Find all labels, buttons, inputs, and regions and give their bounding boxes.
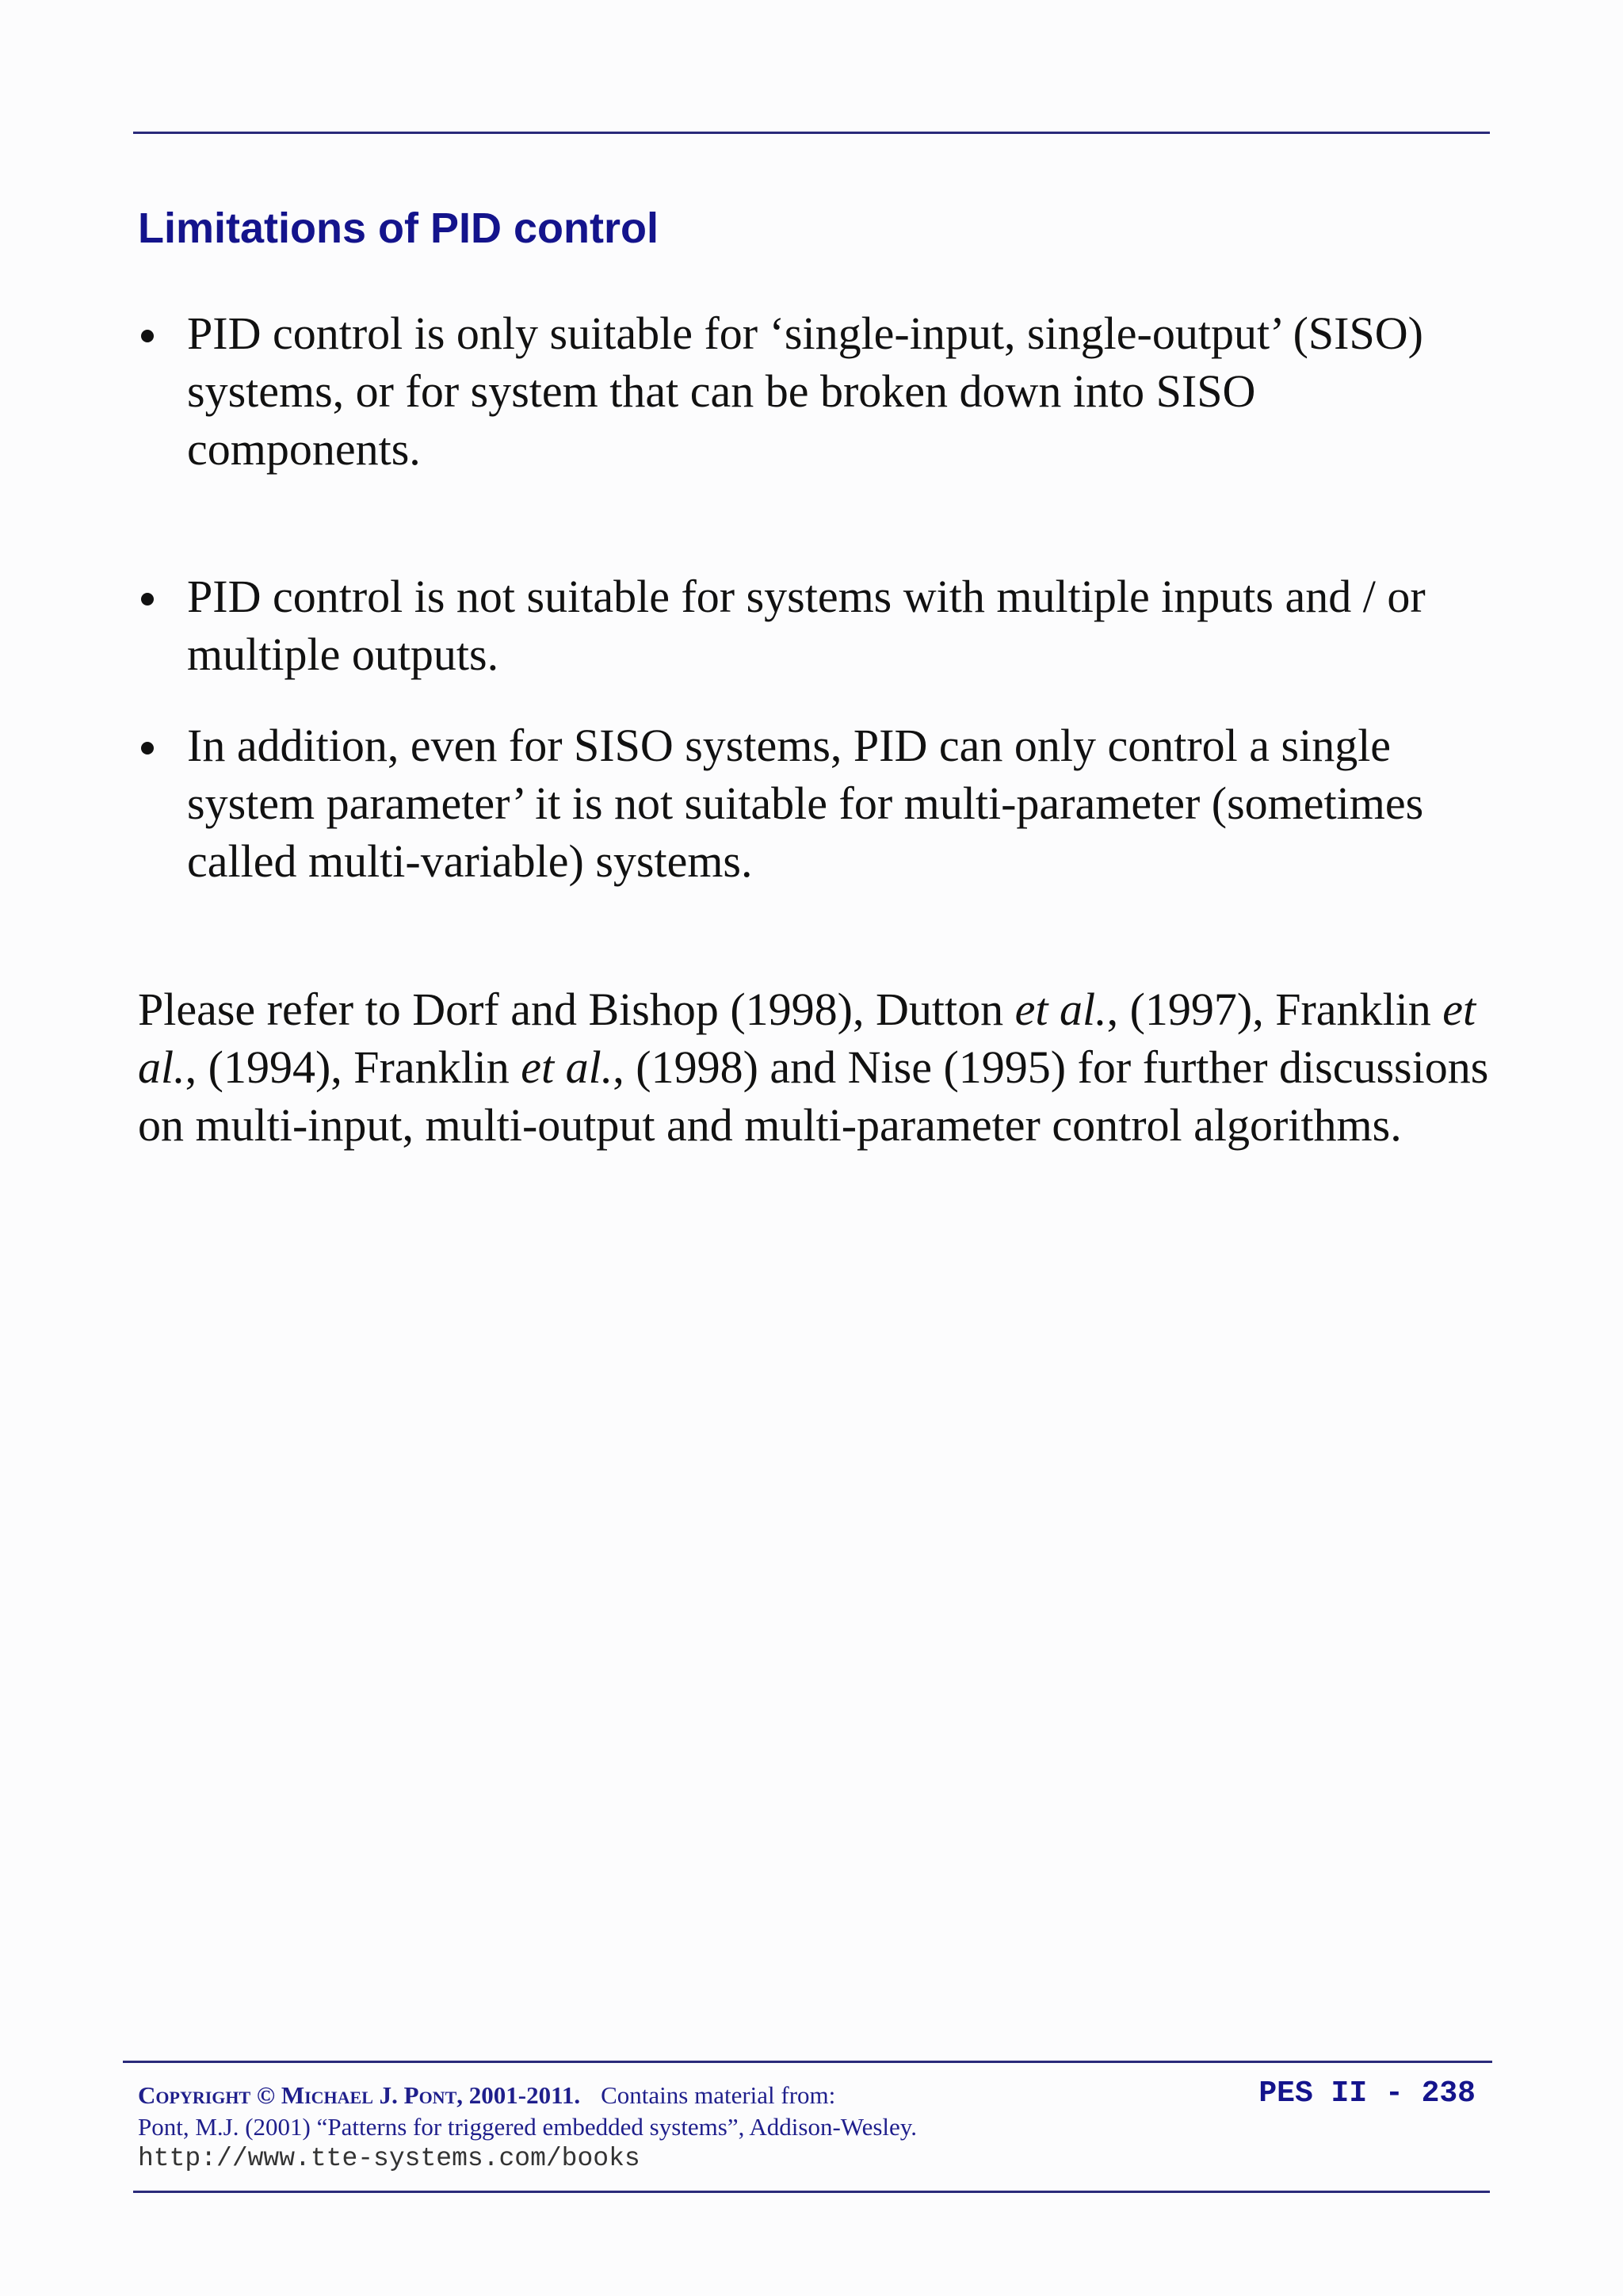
- references-paragraph: [138, 980, 1501, 1154]
- footer-citation: Pont, M.J. (2001) “Patterns for triggered embedded systems”, Addison-Wesley.: [138, 2113, 918, 2141]
- et-al: et al.: [521, 1041, 613, 1093]
- page-number: PES II - 238: [1258, 2076, 1476, 2111]
- bullet-list: [138, 304, 1485, 890]
- header-rule: [133, 132, 1490, 134]
- page-title: Limitations of PID control: [138, 204, 659, 252]
- bullet-text: PID control is only suitable for ‘single-input, single-output’ (SISO) systems, or for system that can be broken down into SISO components.: [187, 308, 1423, 475]
- bullet-icon: [141, 593, 154, 606]
- footer-url: http://www.tte-systems.com/books: [138, 2144, 640, 2173]
- bullet-text: In addition, even for SISO systems, PID can only control a single system parameter’ it is not suitable for multi-parameter (sometimes called multi-variable) systems.: [187, 720, 1424, 887]
- bullet-item: [138, 567, 1485, 683]
- bullet-item: [138, 304, 1485, 478]
- footer-rule-top: [123, 2061, 1492, 2063]
- references-text: , (1994), Franklin: [185, 1041, 521, 1093]
- bullet-text: PID control is not suitable for systems with multiple inputs and / or multiple outputs.: [187, 571, 1426, 680]
- copyright-text: Copyright © Michael J. Pont, 2001-2011.: [138, 2081, 581, 2109]
- references-text: , (1998) and Nise (1995) for further discussions on multi-input, multi-output and multi-parameter control algorithms.: [138, 1041, 1489, 1151]
- footer-rule-bottom: [133, 2191, 1490, 2193]
- et-al: et al.: [138, 984, 1476, 1093]
- footer-copyright-line: [138, 2080, 835, 2111]
- bullet-icon: [141, 742, 154, 755]
- et-al: et al.: [1014, 984, 1107, 1035]
- bullet-icon: [141, 330, 154, 342]
- bullet-item: [138, 716, 1485, 890]
- references-text: Please refer to Dorf and Bishop (1998), Dutton: [138, 984, 1015, 1035]
- contains-text: Contains material from:: [601, 2081, 836, 2109]
- references-text: , (1997), Franklin: [1106, 984, 1443, 1035]
